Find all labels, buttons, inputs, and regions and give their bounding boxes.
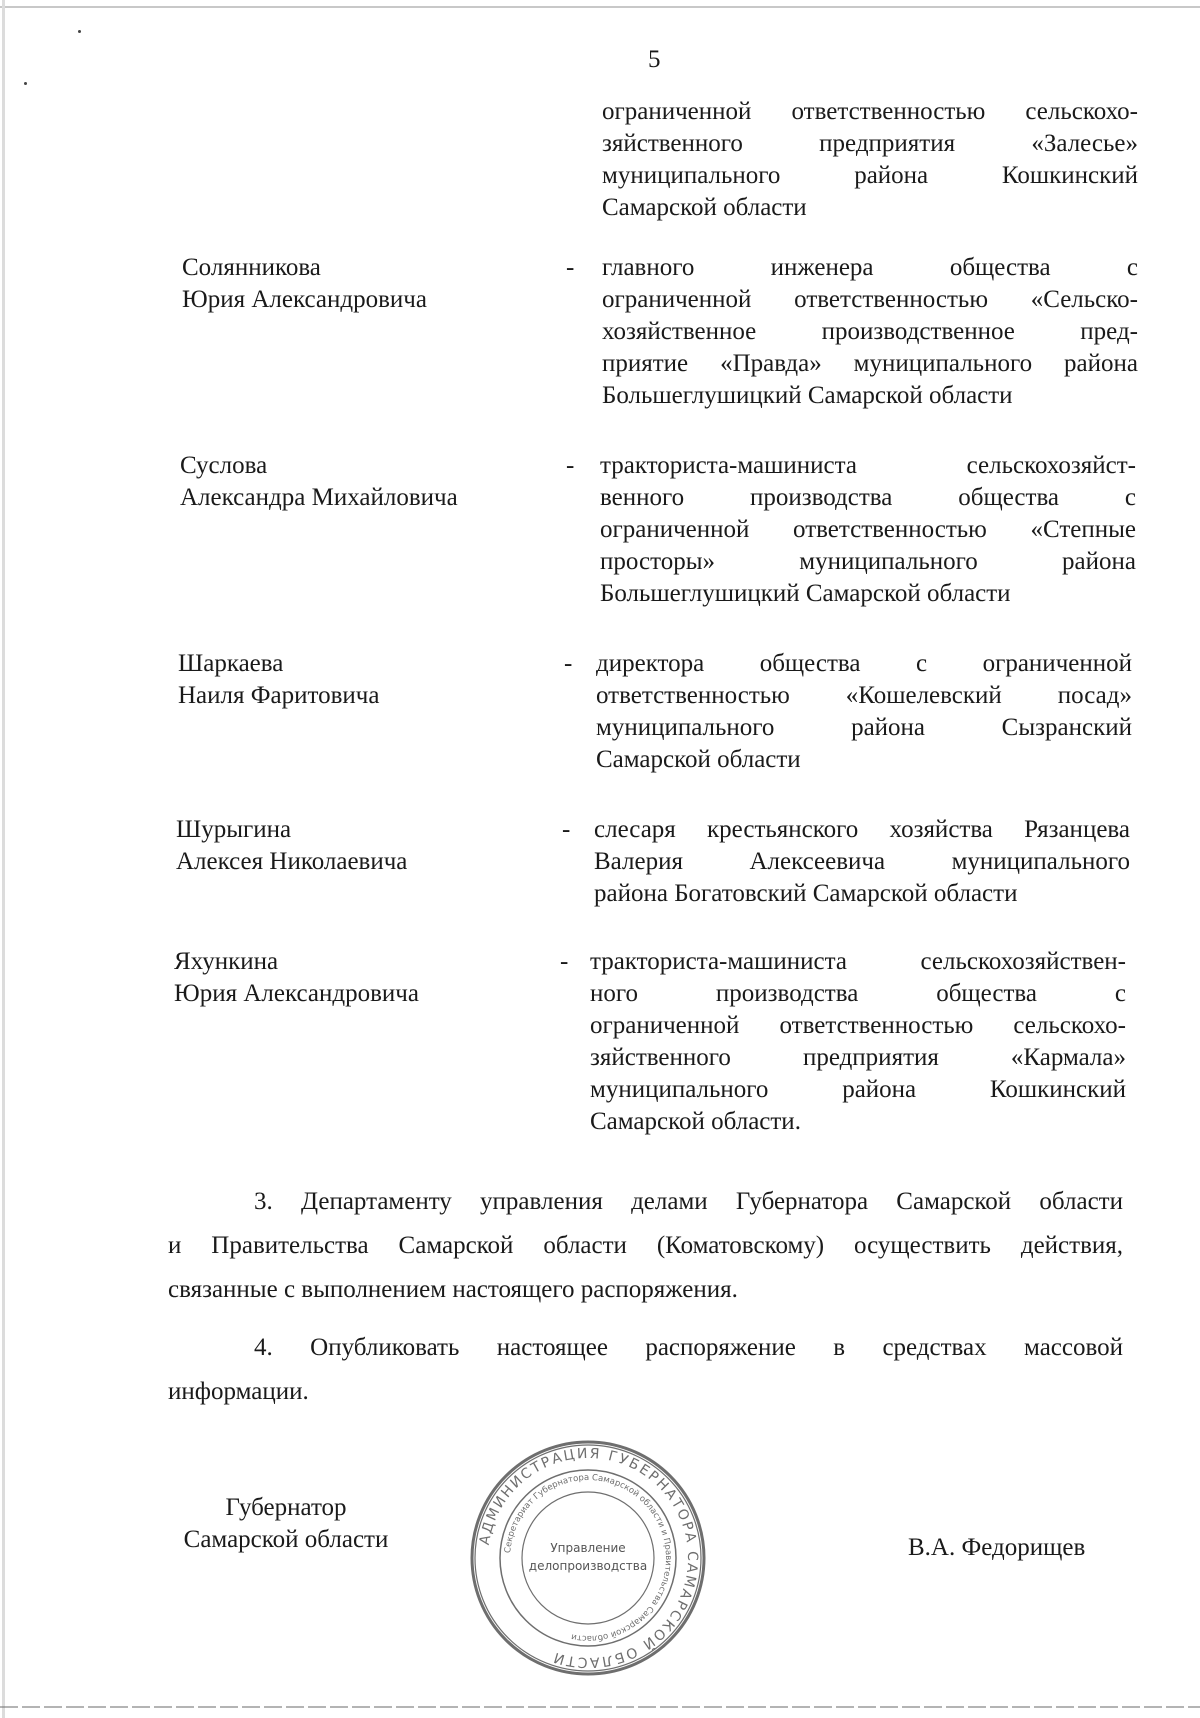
signatory-title-line: Самарской области: [183, 1526, 389, 1553]
stamp-inner-text: Секретариат Губернатора Самарской области и Правительства Самарской области: [503, 1472, 674, 1644]
stamp-outer-text: АДМИНИСТРАЦИЯ ГУБЕРНАТОРА САМАРСКОЙ ОБЛАСТИ: [476, 1445, 701, 1671]
scan-speck: [24, 82, 27, 85]
signatory-title: [166, 1492, 406, 1556]
page-number: 5: [648, 46, 661, 73]
text-line: Самарской области.: [590, 1108, 801, 1135]
text-line: слесаря крестьянского хозяйства Рязанцева: [594, 816, 1130, 843]
text-line: ограниченной ответственностью «Сельско-: [602, 286, 1138, 313]
official-stamp: [468, 1438, 708, 1678]
dash: -: [566, 254, 575, 281]
recipient-given-names: Юрия Александровича: [174, 980, 419, 1007]
text-line: муниципального района Сызранский: [596, 714, 1132, 741]
recipient-position: [600, 450, 1136, 610]
scan-artifact-left: [2, 0, 5, 1718]
recipient-name: [178, 648, 558, 712]
text-line: 4. Опубликовать настоящее распоряжение в средствах массовой: [254, 1334, 1123, 1361]
text-line: муниципального района Кошкинский: [590, 1076, 1126, 1103]
recipient-surname: Шурыгина: [176, 816, 292, 843]
dash: -: [562, 816, 571, 843]
text-line: 3. Департаменту управления делами Губернатора Самарской области: [254, 1188, 1123, 1215]
text-line: ограниченной ответственностью сельскохо-: [602, 98, 1138, 125]
text-line: тракториста-машиниста сельскохозяйствен-: [590, 948, 1126, 975]
scan-artifact-bottom: [0, 1706, 1200, 1708]
recipient-name: [174, 946, 554, 1010]
recipient-given-names: Александра Михайловича: [180, 484, 458, 511]
dash: -: [560, 948, 569, 975]
recipient-surname: Солянникова: [182, 254, 321, 281]
text-line: Самарской области: [596, 746, 801, 773]
text-line: ограниченной ответственностью «Степные: [600, 516, 1136, 543]
stamp-center-line: делопроизводства: [528, 1559, 648, 1573]
text-line: ответственностью «Кошелевский посад»: [596, 682, 1132, 709]
recipient-given-names: Наиля Фаритовича: [178, 682, 380, 709]
text-line: Большеглушицкий Самарской области: [600, 580, 1011, 607]
paragraph-3: [168, 1180, 1123, 1312]
text-line: муниципального района Кошкинский: [602, 162, 1138, 189]
dash: -: [566, 452, 575, 479]
svg-text:Секретариат Губернатора Самарс: [503, 1473, 673, 1643]
text-line: и Правительства Самарской области (Коматовскому) осуществить действия,: [168, 1232, 1123, 1259]
text-line: венного производства общества с: [600, 484, 1136, 511]
recipient-surname: Шаркаева: [178, 650, 284, 677]
continuation-description: [602, 96, 1138, 224]
scan-speck: [78, 30, 81, 33]
recipient-surname: Суслова: [180, 452, 268, 479]
dash: -: [564, 650, 573, 677]
scan-artifact-top: [0, 6, 1200, 8]
stamp-seal-graphic: [468, 1438, 708, 1678]
recipient-position: [596, 648, 1132, 776]
paragraph-4: [168, 1326, 1123, 1414]
text-line: главного инженера общества с: [602, 254, 1138, 281]
text-line: связанные с выполнением настоящего распоряжения.: [168, 1276, 738, 1303]
text-line: ного производства общества с: [590, 980, 1126, 1007]
text-line: информации.: [168, 1378, 309, 1405]
text-line: приятие «Правда» муниципального района: [602, 350, 1138, 377]
stamp-center-line: Управление: [550, 1541, 626, 1555]
recipient-name: [182, 252, 562, 316]
recipient-position: [590, 946, 1126, 1138]
text-line: хозяйственное производственное пред-: [602, 318, 1138, 345]
recipient-position: [594, 814, 1130, 910]
text-line: директора общества с ограниченной: [596, 650, 1132, 677]
text-line: ограниченной ответственностью сельскохо-: [590, 1012, 1126, 1039]
text-line: Валерия Алексеевича муниципального: [594, 848, 1130, 875]
recipient-position: [602, 252, 1138, 412]
text-line: зяйственного предприятия «Кармала»: [590, 1044, 1126, 1071]
recipient-name: [180, 450, 560, 514]
text-line: района Богатовский Самарской области: [594, 880, 1018, 907]
recipient-name: [176, 814, 556, 878]
recipient-given-names: Алексея Николаевича: [176, 848, 408, 875]
text-line: Большеглушицкий Самарской области: [602, 382, 1013, 409]
signatory-title-line: Губернатор: [225, 1494, 347, 1521]
recipient-given-names: Юрия Александровича: [182, 286, 427, 313]
text-line: тракториста-машиниста сельскохозяйст-: [600, 452, 1136, 479]
signatory-name: В.А. Федорищев: [908, 1534, 1086, 1561]
text-line: зяйственного предприятия «Залесье»: [602, 130, 1138, 157]
text-line: Самарской области: [602, 194, 807, 221]
recipient-surname: Яхункина: [174, 948, 279, 975]
text-line: просторы» муниципального района: [600, 548, 1136, 575]
